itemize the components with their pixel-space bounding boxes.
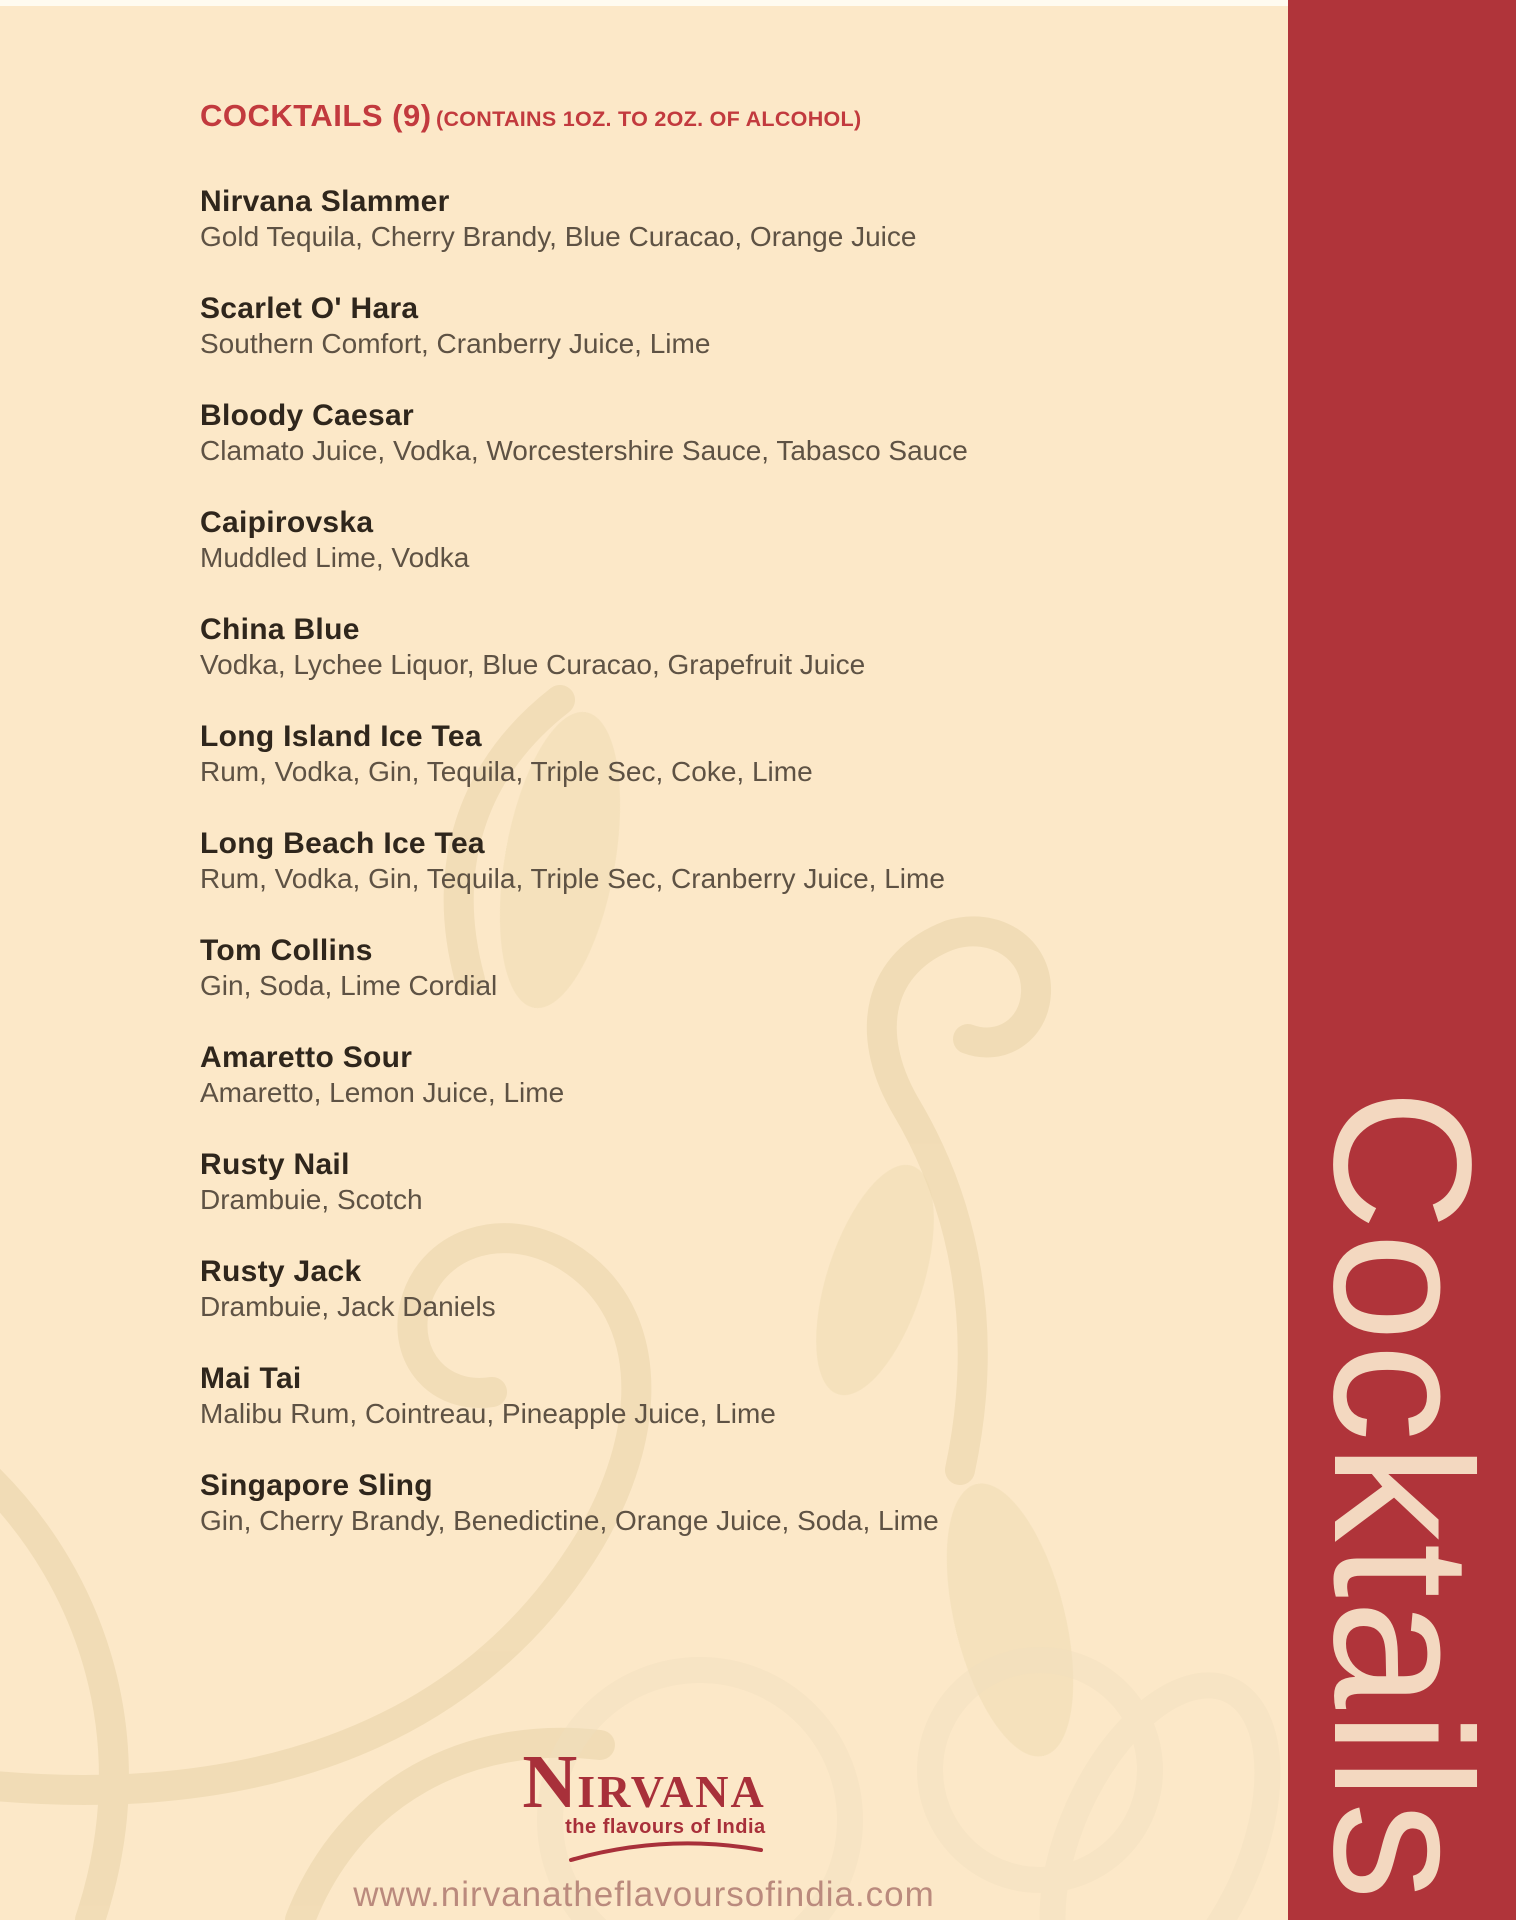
item-ingredients: Gin, Cherry Brandy, Benedictine, Orange Juice, Soda, Lime (200, 1505, 939, 1536)
logo-initial: N (522, 1740, 578, 1824)
logo-rest: IRVANA (577, 1766, 766, 1817)
section-header (200, 98, 1230, 134)
item-ingredients: Amaretto, Lemon Juice, Lime (200, 1077, 565, 1108)
item-name: Caipirovska (200, 506, 374, 539)
item-name: Singapore Sling (200, 1469, 433, 1502)
menu-item (200, 505, 1230, 575)
menu-item (200, 291, 1230, 361)
menu-item (200, 1147, 1230, 1217)
menu-content (200, 98, 1230, 1575)
item-name: Rusty Nail (200, 1148, 350, 1181)
item-name: Long Island Ice Tea (200, 720, 482, 753)
item-name: Scarlet O' Hara (200, 292, 419, 325)
item-ingredients: Malibu Rum, Cointreau, Pineapple Juice, Lime (200, 1398, 776, 1429)
item-ingredients: Drambuie, Jack Daniels (200, 1291, 496, 1322)
item-name: Long Beach Ice Tea (200, 827, 485, 860)
logo-swoosh-icon (566, 1841, 766, 1863)
menu-item (200, 184, 1230, 254)
nirvana-logo (522, 1740, 766, 1863)
item-name: Bloody Caesar (200, 399, 414, 432)
menu-item (200, 1040, 1230, 1110)
item-name: Rusty Jack (200, 1255, 362, 1288)
item-name: Tom Collins (200, 934, 373, 967)
side-band (1288, 0, 1516, 1920)
item-ingredients: Rum, Vodka, Gin, Tequila, Triple Sec, Cranberry Juice, Lime (200, 863, 945, 894)
website-url: www.nirvanatheflavoursofindia.com (353, 1875, 935, 1914)
logo-wordmark (522, 1740, 766, 1824)
menu-item (200, 1254, 1230, 1324)
item-ingredients: Gin, Soda, Lime Cordial (200, 970, 498, 1001)
item-name: Nirvana Slammer (200, 185, 450, 218)
logo-tagline: the flavours of India (565, 1816, 766, 1838)
item-ingredients: Clamato Juice, Vodka, Worcestershire Sauce, Tabasco Sauce (200, 435, 968, 466)
menu-item (200, 933, 1230, 1003)
item-name: Mai Tai (200, 1362, 302, 1395)
menu-item (200, 1361, 1230, 1431)
menu-item (200, 1468, 1230, 1538)
item-ingredients: Gold Tequila, Cherry Brandy, Blue Curacao, Orange Juice (200, 221, 917, 252)
item-name: China Blue (200, 613, 360, 646)
page-footer (0, 1740, 1288, 1915)
item-ingredients: Southern Comfort, Cranberry Juice, Lime (200, 328, 711, 359)
section-title: COCKTAILS (9) (200, 98, 432, 133)
item-ingredients: Muddled Lime, Vodka (200, 542, 470, 573)
cocktail-list (200, 184, 1230, 1538)
menu-item (200, 826, 1230, 896)
vertical-section-label: Cocktails (1293, 1088, 1512, 1902)
menu-item (200, 719, 1230, 789)
menu-item (200, 398, 1230, 468)
item-name: Amaretto Sour (200, 1041, 413, 1074)
item-ingredients: Drambuie, Scotch (200, 1184, 423, 1215)
menu-item (200, 612, 1230, 682)
section-subtitle: (CONTAINS 1OZ. TO 2OZ. OF ALCOHOL) (435, 107, 862, 131)
item-ingredients: Vodka, Lychee Liquor, Blue Curacao, Grapefruit Juice (200, 649, 866, 680)
item-ingredients: Rum, Vodka, Gin, Tequila, Triple Sec, Coke, Lime (200, 756, 813, 787)
